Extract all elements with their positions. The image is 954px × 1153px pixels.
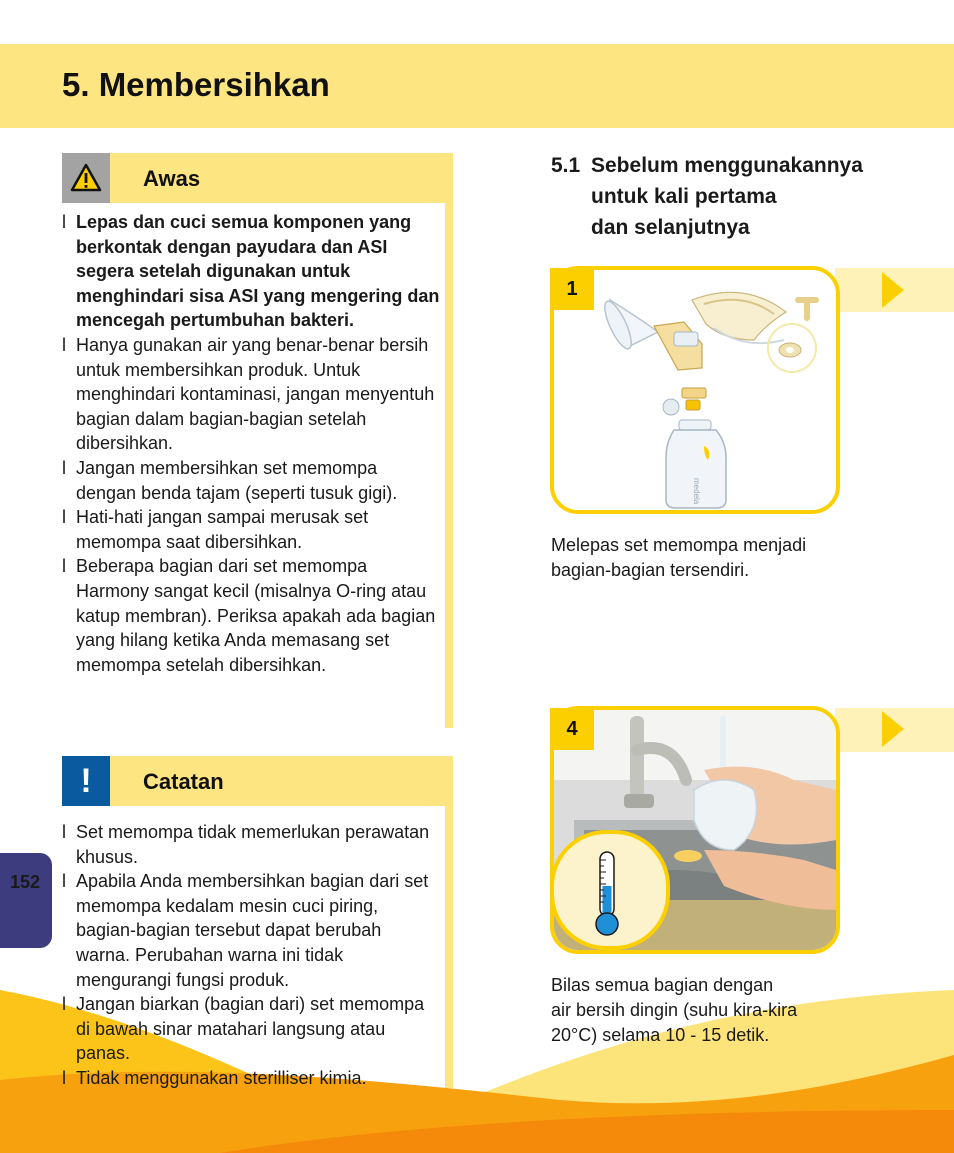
page-number: 152	[10, 872, 41, 892]
section-title-line: Sebelum menggunakannya	[591, 154, 863, 177]
next-arrow-icon	[882, 711, 904, 747]
exclamation-icon	[62, 756, 110, 806]
warning-box-border	[445, 153, 453, 728]
section-title-line: untuk kali pertama	[591, 185, 777, 208]
note-box-title: Catatan	[143, 769, 224, 794]
step-1-caption	[551, 533, 806, 583]
exclamation-mark: !	[80, 762, 92, 800]
note-item: l Tidak menggunakan sterilliser kimia.	[62, 1066, 436, 1091]
section-heading	[551, 150, 863, 243]
caption-line: bagian-bagian tersendiri.	[551, 560, 750, 580]
warning-box-header	[62, 153, 453, 203]
caption-line: air bersih dingin (suhu kira-kira	[551, 1000, 798, 1020]
note-item: l Apabila Anda membersihkan bagian dari set memompa kedalam mesin cuci piring, bagian-bagian tersebut dapat berubah warna. Perubahan warna ini tidak mengurangi fungsi produk.	[62, 869, 436, 992]
warning-item: l Beberapa bagian dari set memompa Harmony sangat kecil (misalnya O-ring atau katup membran). Periksa apakah ada bagian yang hilang ketika Anda memasang set memompa setelah dibersihkan.	[62, 554, 440, 677]
warning-item: l Lepas dan cuci semua komponen yang berkontak dengan payudara dan ASI segera setelah digunakan untuk menghindari sisa ASI yang mengering dan mencegah pertumbuhan bakteri.	[62, 210, 440, 333]
note-item: l Set memompa tidak memerlukan perawatan khusus.	[62, 820, 436, 869]
warning-box-title: Awas	[143, 166, 201, 191]
caption-line: Melepas set memompa menjadi	[551, 535, 807, 555]
note-list	[62, 820, 436, 1091]
note-box-header	[62, 756, 453, 806]
caption-line: Bilas semua bagian dengan	[551, 975, 774, 995]
note-item: l Jangan biarkan (bagian dari) set memompa di bawah sinar matahari langsung atau panas.	[62, 992, 436, 1066]
note-box-border	[445, 756, 453, 1088]
warning-list	[62, 210, 440, 677]
warning-item: l Hati-hati jangan sampai merusak set memompa saat dibersihkan.	[62, 505, 440, 554]
warning-item: l Hanya gunakan air yang benar-benar bersih untuk membersihkan produk. Untuk menghindari kontaminasi, jangan menyentuh bagian dalam bagian-bagian setelah dibersihkan.	[62, 333, 440, 456]
page-title: 5. Membersihkan	[62, 66, 330, 103]
bottle-label: medela	[692, 478, 701, 505]
warning-triangle-icon	[62, 153, 110, 203]
caption-line: 20°C) selama 10 - 15 detik.	[551, 1025, 770, 1045]
thermometer-icon	[550, 830, 670, 950]
page-tab	[0, 853, 52, 948]
step-4-number: 4	[550, 708, 594, 750]
warning-item: l Jangan membersihkan set memompa dengan benda tajam (seperti tusuk gigi).	[62, 456, 440, 505]
breast-pump-parts-illustration	[554, 270, 836, 510]
section-number: 5.1	[551, 154, 581, 177]
next-arrow-icon	[882, 272, 904, 308]
step-1-number: 1	[550, 268, 594, 310]
step-4-caption	[551, 973, 797, 1048]
section-title-line: dan selanjutnya	[591, 216, 750, 239]
